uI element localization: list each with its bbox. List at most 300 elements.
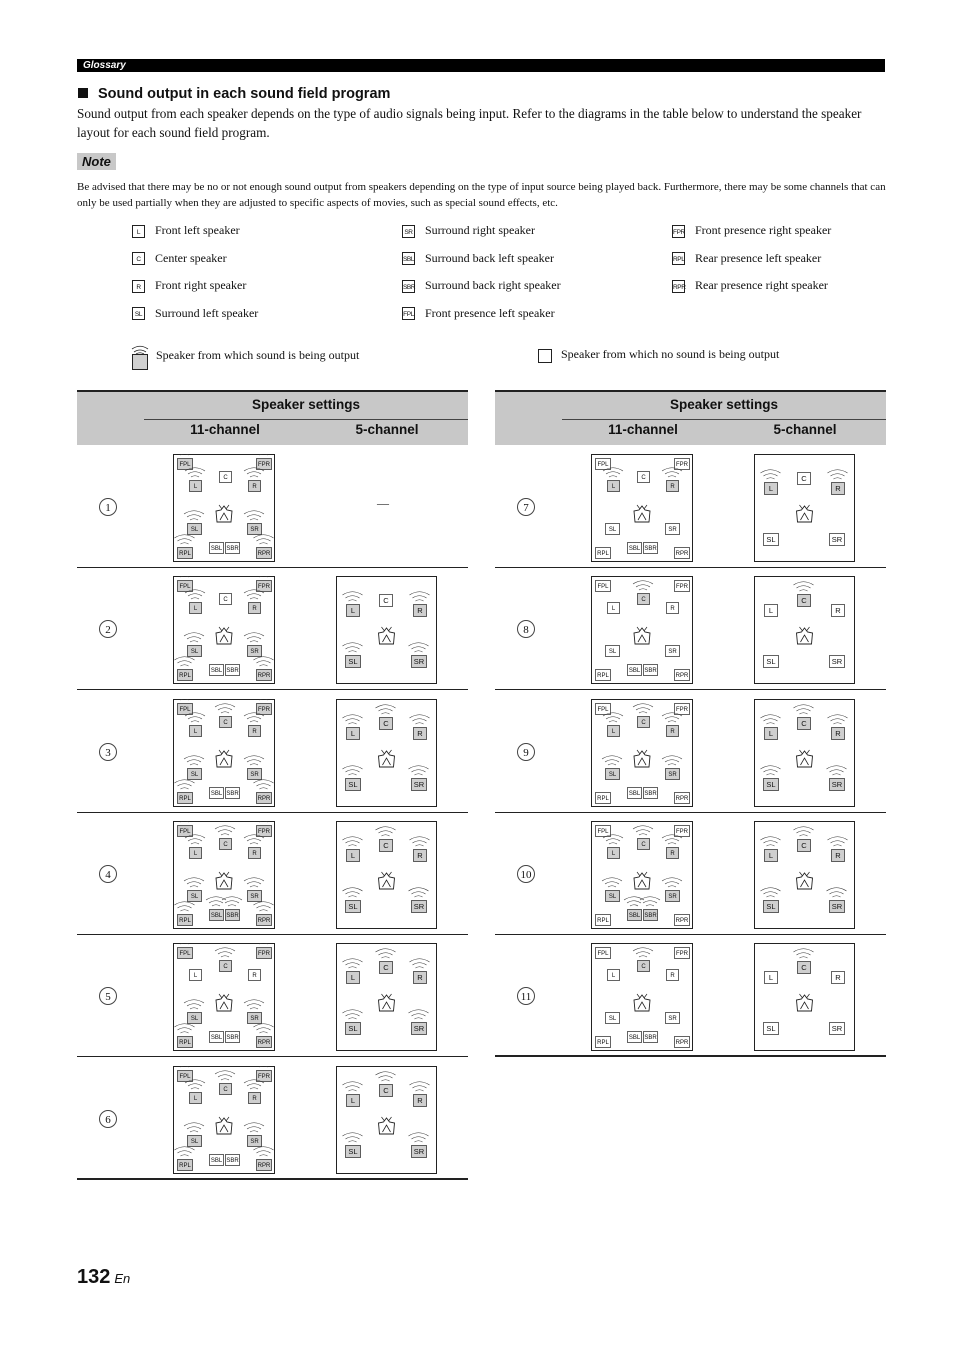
svg-text:FPR: FPR [676, 706, 688, 713]
svg-text:C: C [223, 842, 228, 849]
svg-text:SR: SR [413, 1024, 425, 1034]
svg-text:SBL: SBL [210, 668, 223, 675]
speaker-fpl [596, 459, 611, 470]
svg-text:R: R [252, 851, 257, 858]
row-number: 3 [99, 743, 117, 761]
diagram-5-channel [336, 576, 437, 689]
legend-label: Surround back right speaker [425, 278, 561, 292]
svg-text:C: C [383, 718, 389, 728]
speaker-sl [606, 524, 620, 535]
diagram-11-channel [591, 454, 693, 567]
svg-text:SBL: SBL [628, 790, 641, 797]
diagram-5-channel [336, 1066, 437, 1179]
speaker-fpr [675, 825, 690, 836]
svg-text:RPR: RPR [675, 918, 689, 925]
col-5-channel: 5-channel [355, 422, 419, 437]
svg-text:FPL: FPL [597, 829, 609, 836]
table-row [77, 568, 468, 690]
svg-text:SL: SL [190, 527, 199, 534]
svg-text:L: L [611, 606, 616, 613]
col-11-channel: 11-channel [190, 422, 260, 437]
speaker-code-icon: C [132, 252, 145, 265]
legend-item-sbl [402, 251, 554, 265]
row-number: 7 [517, 498, 535, 516]
row-number: 4 [99, 865, 117, 883]
legend-item-sr [402, 223, 535, 237]
svg-text:SR: SR [831, 535, 843, 545]
svg-text:L: L [768, 484, 774, 494]
svg-text:SR: SR [831, 1024, 843, 1034]
diagram-11-channel [173, 1066, 275, 1179]
svg-text:SR: SR [413, 902, 425, 912]
svg-text:RPR: RPR [257, 1040, 271, 1047]
svg-text:L: L [193, 728, 198, 735]
speaker-sound-icon [130, 343, 152, 371]
speaker-rpr [675, 792, 690, 803]
svg-text:FPL: FPL [179, 462, 191, 469]
table-row [495, 568, 886, 690]
legend-item-sl [132, 306, 258, 320]
diagram-5-channel [336, 821, 437, 934]
speaker-code-icon: FPL [402, 307, 415, 320]
speaker-rpl [596, 792, 611, 803]
speaker-l [608, 603, 620, 614]
svg-text:L: L [768, 851, 774, 861]
legend-item-fpr [672, 223, 831, 237]
svg-text:C: C [223, 964, 228, 971]
diagram-11-channel [591, 576, 693, 689]
table-row [495, 813, 886, 935]
svg-text:RPR: RPR [675, 795, 689, 802]
legend-label: Surround back left speaker [425, 250, 554, 265]
table-header [77, 390, 468, 445]
svg-text:FPR: FPR [258, 1073, 270, 1080]
speaker-sbl [210, 543, 224, 554]
note-text: Be advised that there may be no or not enough sound output from speakers depending on the type of input source being played back. Furthermore, there may be some channels that can only be used partially when they are adjusted to specific aspects of movies, such as special sound effects, etc. [77, 181, 886, 209]
svg-text:FPL: FPL [179, 1073, 191, 1080]
svg-text:SL: SL [766, 535, 776, 545]
legend-item-fpl [402, 306, 555, 320]
speaker-sbr [226, 1032, 240, 1043]
speaker-sbl [628, 1032, 642, 1043]
svg-text:SL: SL [190, 771, 199, 778]
speaker-code-icon: SL [132, 307, 145, 320]
svg-text:C: C [223, 1086, 228, 1093]
table-row [495, 446, 886, 568]
speaker-rpl [596, 548, 611, 559]
svg-text:FPL: FPL [597, 951, 609, 958]
svg-text:SBR: SBR [644, 1035, 657, 1042]
svg-text:SBR: SBR [226, 913, 239, 920]
legend-label: Center speaker [155, 250, 227, 265]
svg-text:SR: SR [413, 779, 425, 789]
svg-text:SBL: SBL [210, 1157, 223, 1164]
svg-text:FPR: FPR [258, 706, 270, 713]
svg-text:R: R [417, 728, 423, 738]
speaker-sbl [210, 787, 224, 798]
row-number: 11 [517, 987, 535, 1005]
svg-text:FPR: FPR [676, 829, 688, 836]
diagram-5-channel [754, 699, 855, 812]
diagram-11-channel [173, 576, 275, 689]
svg-text:R: R [670, 851, 675, 858]
speaker-r [667, 603, 679, 614]
svg-text:R: R [835, 606, 841, 616]
note-label: Note [77, 153, 116, 170]
speaker-silent-icon [538, 349, 552, 363]
speaker-fpr [675, 948, 690, 959]
speaker-r [667, 970, 679, 981]
svg-text:C: C [801, 963, 807, 973]
svg-text:L: L [193, 851, 198, 858]
diagram-5-channel [336, 699, 437, 812]
svg-text:R: R [252, 728, 257, 735]
svg-text:FPR: FPR [676, 951, 688, 958]
speaker-sr [666, 646, 680, 657]
svg-text:L: L [350, 851, 356, 861]
svg-text:R: R [670, 484, 675, 491]
speaker-l [608, 970, 620, 981]
legend-item-rpl [672, 251, 821, 265]
svg-text:L: L [611, 973, 616, 980]
row-number: 1 [99, 498, 117, 516]
svg-text:L: L [611, 851, 616, 858]
speaker-sl [764, 534, 779, 546]
svg-text:RPL: RPL [179, 551, 191, 558]
legend-label: Rear presence right speaker [695, 278, 828, 292]
square-bullet-icon [78, 88, 88, 98]
svg-text:L: L [611, 728, 616, 735]
legend-item-sbr [402, 278, 561, 292]
section-label: Glossary [83, 60, 126, 71]
speaker-sbl [210, 665, 224, 676]
legend-label: Front presence right speaker [695, 223, 832, 237]
svg-text:RPL: RPL [597, 918, 609, 925]
svg-text:FPR: FPR [258, 584, 270, 591]
page-lang: En [114, 1271, 131, 1286]
svg-text:SBR: SBR [644, 668, 657, 675]
speaker-rpr [675, 670, 690, 681]
svg-text:C: C [641, 597, 646, 604]
svg-text:R: R [670, 606, 675, 613]
col-11-channel: 11-channel [608, 422, 678, 437]
svg-text:R: R [835, 728, 841, 738]
svg-text:L: L [768, 973, 774, 983]
diagram-5-channel [336, 943, 437, 1056]
svg-text:RPR: RPR [257, 1162, 271, 1169]
svg-text:L: L [768, 728, 774, 738]
table-row [77, 691, 468, 813]
speaker-code-icon: SR [402, 225, 415, 238]
row-number: 2 [99, 620, 117, 638]
svg-text:RPL: RPL [179, 795, 191, 802]
speaker-sl [606, 1013, 620, 1024]
speaker-sr [666, 1013, 680, 1024]
svg-text:FPR: FPR [676, 462, 688, 469]
svg-text:SL: SL [766, 657, 776, 667]
svg-text:SR: SR [250, 771, 259, 778]
speaker-sbl [210, 1154, 224, 1165]
speaker-sbr [644, 787, 658, 798]
speaker-code-icon: R [132, 280, 145, 293]
svg-text:C: C [801, 718, 807, 728]
table-row [495, 935, 886, 1057]
svg-text:SBL: SBL [628, 546, 641, 553]
legend-item-c [132, 251, 227, 265]
table-row [77, 813, 468, 935]
heading-text: Sound output in each sound field program [98, 86, 391, 102]
svg-text:C: C [223, 719, 228, 726]
legend-item-l [132, 223, 240, 237]
svg-text:C: C [641, 842, 646, 849]
svg-text:RPL: RPL [179, 918, 191, 925]
svg-text:SL: SL [190, 649, 199, 656]
svg-text:FPL: FPL [597, 584, 609, 591]
legend-label: Front left speaker [155, 223, 240, 237]
svg-text:SBR: SBR [226, 1035, 239, 1042]
svg-text:SBL: SBL [210, 790, 223, 797]
speaker-sbl [210, 1032, 224, 1043]
output-key-text: Speaker from which sound is being output [156, 348, 360, 362]
no-output-key-text: Speaker from which no sound is being output [561, 347, 780, 361]
svg-text:SL: SL [608, 771, 617, 778]
row-number: 5 [99, 987, 117, 1005]
speaker-sbr [226, 665, 240, 676]
svg-text:FPR: FPR [258, 462, 270, 469]
svg-text:R: R [417, 606, 423, 616]
svg-text:FPL: FPL [597, 462, 609, 469]
speaker-fpl [596, 948, 611, 959]
speaker-sr [830, 656, 845, 668]
speaker-rpr [675, 914, 690, 925]
section-heading [78, 86, 390, 102]
speaker-settings-header: Speaker settings [562, 395, 886, 420]
speaker-l [765, 972, 778, 984]
svg-text:RPL: RPL [179, 673, 191, 680]
speaker-r [832, 605, 845, 617]
legend-item-r [132, 278, 246, 292]
svg-text:SL: SL [608, 527, 617, 534]
svg-text:L: L [611, 484, 616, 491]
svg-text:C: C [641, 719, 646, 726]
svg-text:FPR: FPR [258, 951, 270, 958]
table-row [77, 1058, 468, 1180]
speaker-sl [764, 1023, 779, 1035]
legend-label: Front right speaker [155, 278, 247, 292]
speaker-sr [830, 1023, 845, 1035]
svg-text:FPL: FPL [179, 584, 191, 591]
svg-text:SR: SR [250, 1016, 259, 1023]
svg-text:C: C [383, 596, 389, 606]
svg-text:SBL: SBL [628, 913, 641, 920]
svg-text:L: L [350, 606, 356, 616]
svg-text:R: R [417, 973, 423, 983]
table-row [77, 935, 468, 1057]
speaker-code-icon: RPR [672, 280, 685, 293]
svg-text:FPL: FPL [597, 706, 609, 713]
svg-text:SL: SL [766, 779, 776, 789]
svg-text:FPL: FPL [179, 951, 191, 958]
svg-text:SBR: SBR [226, 546, 239, 553]
svg-text:SL: SL [190, 1016, 199, 1023]
svg-text:L: L [193, 606, 198, 613]
speaker-c [638, 472, 650, 483]
svg-text:C: C [641, 964, 646, 971]
speaker-sr [666, 524, 680, 535]
speaker-rpl [596, 1037, 611, 1048]
intro-paragraph: Sound output from each speaker depends on the type of audio signals being input. Refer to the diagrams in the table below to understand the speaker layout for each sound field program. [77, 106, 862, 140]
speaker-fpl [596, 703, 611, 714]
speaker-sbl [628, 665, 642, 676]
table-header [495, 390, 886, 445]
svg-text:FPL: FPL [179, 829, 191, 836]
svg-text:SL: SL [766, 1024, 776, 1034]
svg-text:R: R [835, 973, 841, 983]
svg-text:R: R [670, 973, 675, 980]
svg-text:SL: SL [190, 894, 199, 901]
diagram-5-channel [754, 576, 855, 689]
svg-text:SL: SL [348, 1024, 358, 1034]
legend-item-rpr [672, 278, 828, 292]
svg-text:SBL: SBL [210, 913, 223, 920]
svg-text:L: L [350, 1095, 356, 1105]
svg-text:SBL: SBL [628, 1035, 641, 1042]
svg-text:SBR: SBR [226, 1157, 239, 1164]
svg-text:C: C [223, 475, 228, 482]
svg-text:C: C [801, 841, 807, 851]
svg-text:SL: SL [608, 894, 617, 901]
glossary-header-bar [77, 59, 885, 72]
svg-text:L: L [350, 973, 356, 983]
svg-text:L: L [768, 606, 774, 616]
legend-label: Rear presence left speaker [695, 250, 822, 265]
legend-label: Front presence left speaker [425, 305, 555, 320]
svg-text:C: C [801, 474, 807, 484]
speaker-code-icon: L [132, 225, 145, 238]
speaker-sbl [628, 543, 642, 554]
speaker-settings-header: Speaker settings [144, 395, 468, 420]
svg-text:RPL: RPL [179, 1040, 191, 1047]
svg-text:SBR: SBR [644, 546, 657, 553]
speaker-sbr [644, 543, 658, 554]
svg-text:R: R [670, 728, 675, 735]
svg-text:RPR: RPR [675, 551, 689, 558]
svg-text:SR: SR [250, 1138, 259, 1145]
svg-text:R: R [417, 1095, 423, 1105]
diagram-11-channel [173, 454, 275, 567]
speaker-r [249, 970, 261, 981]
svg-text:SR: SR [250, 527, 259, 534]
table-row [495, 691, 886, 813]
speaker-c [220, 594, 232, 605]
svg-text:SL: SL [348, 779, 358, 789]
svg-text:RPR: RPR [257, 795, 271, 802]
speaker-c [380, 595, 393, 607]
diagram-11-channel [591, 943, 693, 1056]
svg-text:R: R [252, 973, 257, 980]
svg-text:FPR: FPR [258, 829, 270, 836]
svg-text:SBR: SBR [644, 790, 657, 797]
svg-text:FPR: FPR [676, 584, 688, 591]
speaker-fpr [675, 459, 690, 470]
svg-text:FPL: FPL [179, 706, 191, 713]
svg-text:SBL: SBL [628, 668, 641, 675]
svg-text:SR: SR [413, 1146, 425, 1156]
svg-text:SL: SL [608, 649, 617, 656]
not-applicable: — [377, 496, 389, 510]
speaker-fpr [675, 703, 690, 714]
svg-text:SR: SR [831, 657, 843, 667]
speaker-sl [764, 656, 779, 668]
svg-text:RPL: RPL [597, 795, 609, 802]
svg-text:SBL: SBL [210, 1035, 223, 1042]
row-number: 8 [517, 620, 535, 638]
svg-text:SR: SR [668, 649, 677, 656]
speaker-code-icon: SBR [402, 280, 415, 293]
svg-text:SR: SR [250, 649, 259, 656]
svg-text:R: R [835, 484, 841, 494]
speaker-sbr [226, 543, 240, 554]
svg-text:C: C [223, 597, 228, 604]
speaker-sbr [226, 1154, 240, 1165]
speaker-sl [606, 646, 620, 657]
speaker-sbr [644, 665, 658, 676]
speaker-r [832, 972, 845, 984]
svg-text:RPR: RPR [675, 1040, 689, 1047]
svg-text:SL: SL [766, 902, 776, 912]
svg-text:SR: SR [668, 894, 677, 901]
svg-text:L: L [193, 1095, 198, 1102]
svg-text:R: R [835, 851, 841, 861]
diagram-5-channel [754, 821, 855, 934]
speaker-code-icon: SBL [402, 252, 415, 265]
svg-text:SR: SR [831, 902, 843, 912]
svg-text:SBR: SBR [644, 913, 657, 920]
svg-text:RPL: RPL [597, 1040, 609, 1047]
speaker-l [190, 970, 202, 981]
svg-text:SBR: SBR [226, 668, 239, 675]
col-5-channel: 5-channel [773, 422, 837, 437]
svg-text:L: L [193, 484, 198, 491]
row-number: 10 [517, 865, 535, 883]
svg-text:L: L [193, 973, 198, 980]
svg-text:C: C [383, 963, 389, 973]
speaker-fpr [675, 581, 690, 592]
speaker-fpl [596, 825, 611, 836]
svg-text:R: R [252, 606, 257, 613]
svg-text:RPR: RPR [257, 673, 271, 680]
svg-text:SL: SL [348, 657, 358, 667]
speaker-sr [830, 534, 845, 546]
speaker-rpl [596, 914, 611, 925]
speaker-code-icon: FPR [672, 225, 685, 238]
speaker-c [798, 473, 811, 485]
row-number: 6 [99, 1110, 117, 1128]
svg-text:SL: SL [190, 1138, 199, 1145]
svg-text:C: C [383, 841, 389, 851]
svg-text:RPR: RPR [257, 918, 271, 925]
page-number [77, 1266, 130, 1289]
speaker-sbr [226, 787, 240, 798]
page-number-value: 132 [77, 1266, 111, 1288]
diagram-11-channel [173, 821, 275, 934]
svg-text:SR: SR [831, 779, 843, 789]
diagram-11-channel [173, 699, 275, 812]
svg-text:SR: SR [668, 527, 677, 534]
diagram-11-channel [591, 699, 693, 812]
speaker-sbl [628, 787, 642, 798]
svg-text:C: C [801, 596, 807, 606]
